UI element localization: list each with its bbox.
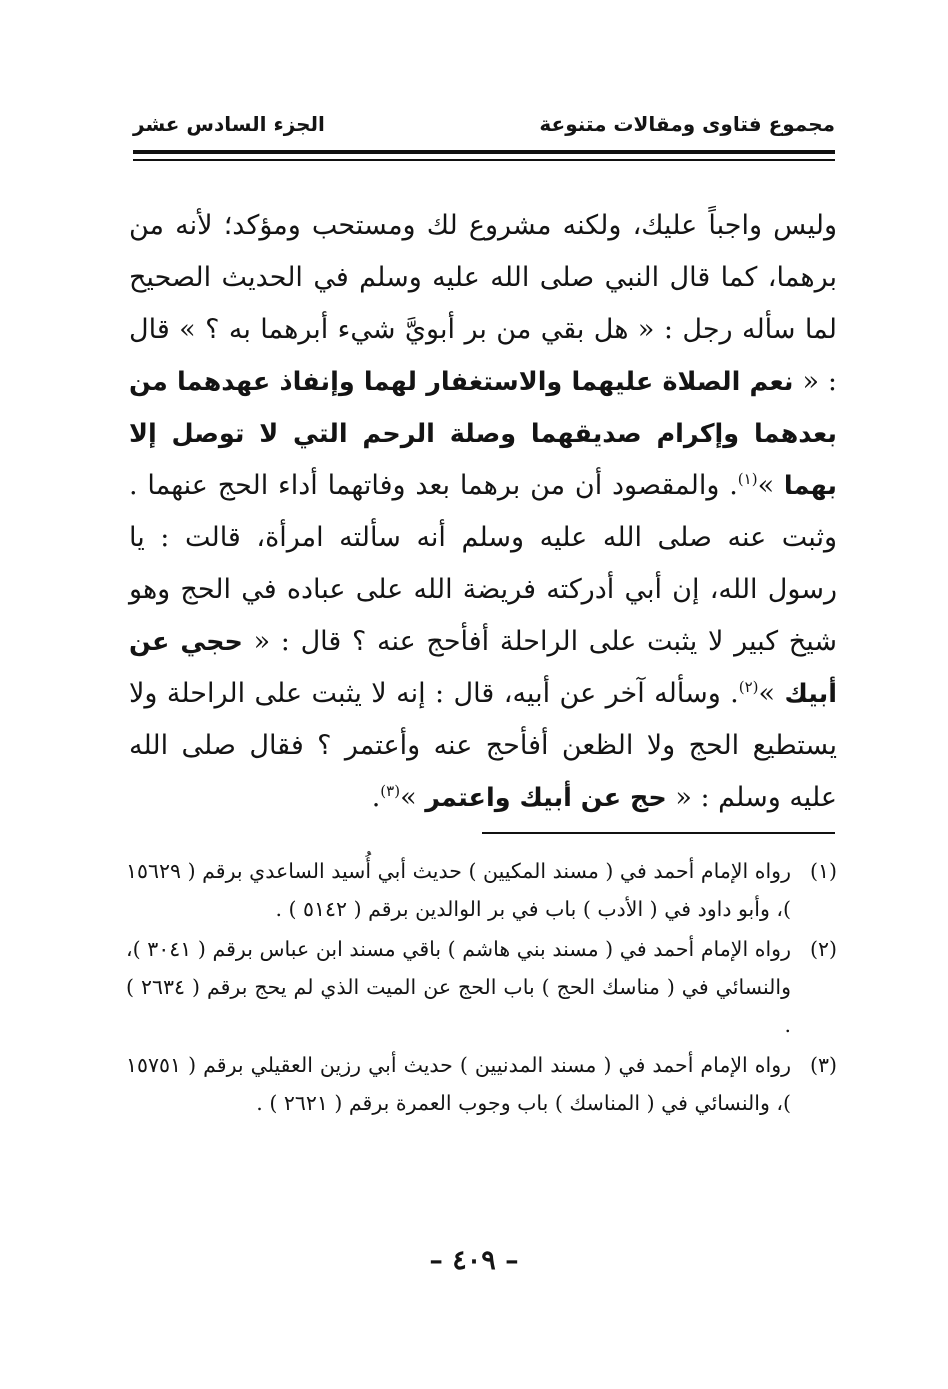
hadith-quote: حجي عن أبيك (129, 627, 837, 709)
running-header (133, 112, 835, 142)
footnote-separator (482, 832, 835, 834)
footnote-ref: (١) (737, 470, 758, 488)
footnote-text: رواه الإمام أحمد في ( مسند المكيين ) حديث أبي أُسيد الساعدي برقم ( ١٥٦٢٩ )، وأبو داود في ( الأدب ) باب في بر الوالدين برقم ( ٥١٤٢ ) . (126, 859, 791, 921)
footnote (126, 930, 837, 1044)
footnote-text: رواه الإمام أحمد في ( مسند بني هاشم ) باقي مسند ابن عباس برقم ( ٣٠٤١ )، والنسائي في ( مناسك الحج ) باب الحج عن الميت الذي لم يحج برقم ( ٢٦٣٤ ) . (126, 937, 792, 1037)
hadith-quote: نعم الصلاة عليهما والاستغفار لهما وإنفاذ عهدهما من بعدهما وإكرام صديقهما وصلة الرحم التي لا توصل إلا بهما (129, 367, 837, 501)
main-text (129, 200, 837, 824)
footnotes (126, 852, 837, 1124)
text-segment: وليس واجباً عليك، ولكنه مشروع لك ومستحب ومؤكد؛ لأنه من برهما، كما قال النبي صلى الله عليه وسلم في الحديث الصحيح لما سأله رجل : « هل بقي من بر أبويَّ شيء أبرهما به ؟ » قال : « (129, 210, 837, 397)
footnote-ref: (٢) (738, 678, 759, 696)
text-segment: . وسأله آخر عن أبيه، قال : إنه لا يثبت على الراحلة ولا يستطيع الحج ولا الظعن أفأحج عنه وأعتمر ؟ فقال صلى الله عليه وسلم : « (129, 678, 837, 813)
footnote-text: رواه الإمام أحمد في ( مسند المدنيين ) حديث أبي رزين العقيلي برقم ( ١٥٧٥١ )، والنسائي في ( المناسك ) باب وجوب العمرة برقم ( ٢٦٢١ ) . (126, 1053, 791, 1115)
text-segment: . (371, 782, 381, 813)
header-rule-thin (133, 159, 835, 161)
text-segment: » (758, 678, 776, 709)
text-segment: » (757, 470, 775, 501)
footnote (126, 1046, 837, 1122)
footnote-ref: (٣) (380, 782, 401, 800)
volume-label: الجزء السادس عشر (133, 112, 325, 136)
body-paragraph (129, 200, 837, 824)
text-segment: . والمقصود أن من برهما بعد وفاتهما أداء الحج عنهما . وثبت عنه صلى الله عليه وسلم أنه سألته امرأة، قالت : يا رسول الله، إن أبي أدركته فريضة الله على عباده في الحج وهو شيخ كبير لا يثبت على الراحلة أفأحج عنه ؟ قال : « (129, 470, 837, 657)
footnote-number: (١) (809, 859, 837, 883)
footnote-number: (٣) (809, 1053, 837, 1077)
header-rule-thick (133, 150, 835, 154)
hadith-quote: حج عن أبيك واعتمر (425, 783, 667, 813)
footnote-number: (٢) (809, 937, 837, 961)
book-title: مجموع فتاوى ومقالات متنوعة (539, 112, 835, 136)
page-number: – ٤٠٩ – (429, 1245, 519, 1276)
footnote (126, 852, 837, 928)
text-segment: » (400, 782, 417, 813)
